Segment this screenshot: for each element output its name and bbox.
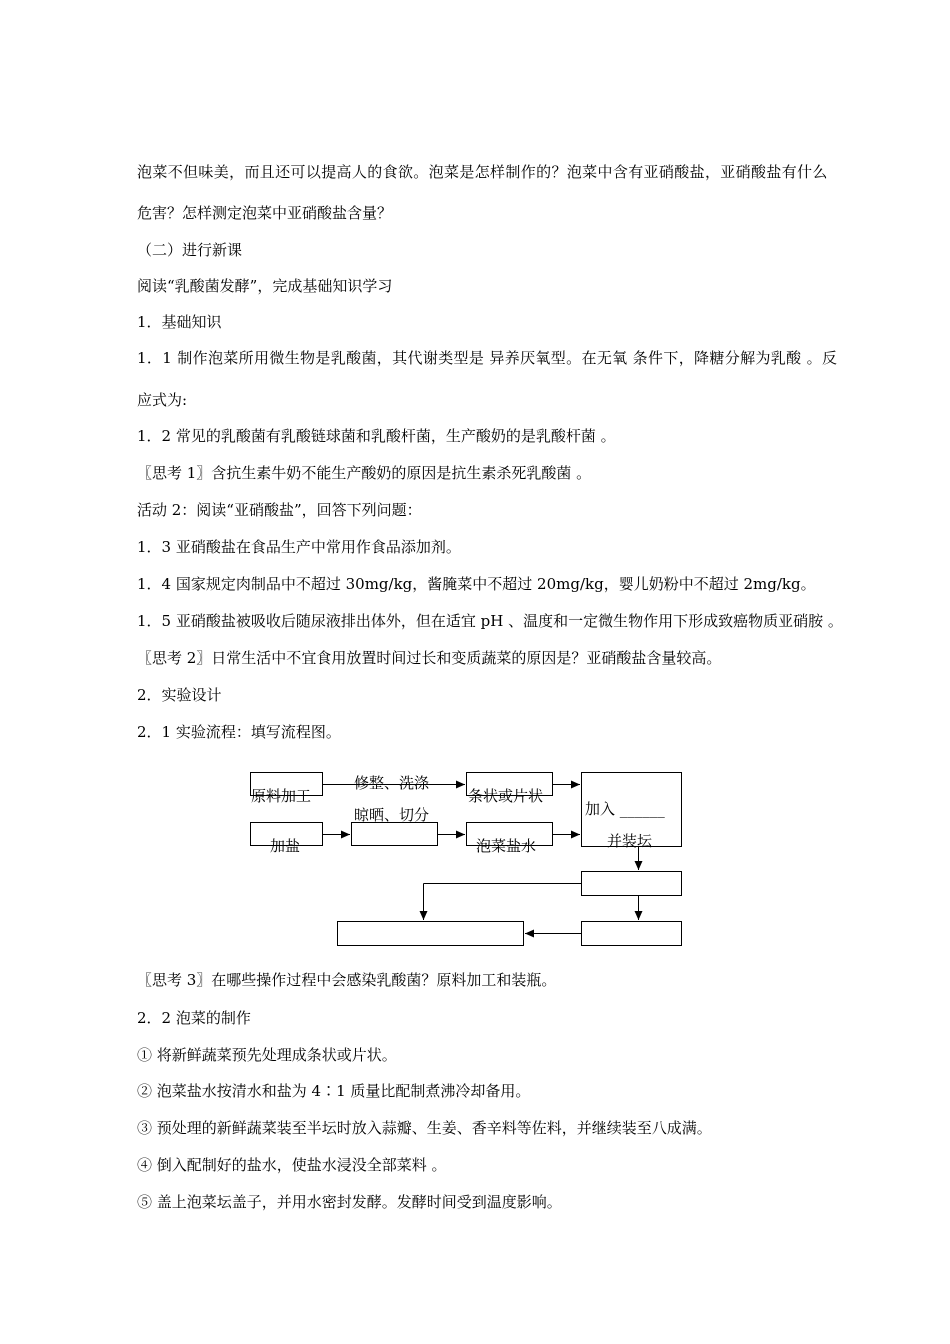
section-heading: 2．实验设计 bbox=[137, 686, 222, 704]
list-item: ③ 预处理的新鲜蔬菜装至半坛时放入蒜瓣、生姜、香辛料等佐料，并继续装至八成满。 bbox=[137, 1119, 712, 1137]
paragraph: 应式为: bbox=[137, 391, 188, 409]
paragraph: 阅读“乳酸菌发酵”，完成基础知识学习 bbox=[137, 277, 393, 295]
paragraph: 2．1 实验流程：填写流程图。 bbox=[137, 723, 341, 741]
list-item: ④ 倒入配制好的盐水，使盐水浸没全部菜料 。 bbox=[137, 1156, 447, 1174]
paragraph: 危害？怎样测定泡菜中亚硝酸盐含量？ bbox=[137, 204, 393, 222]
paragraph: 〖思考 3〗在哪些操作过程中会感染乳酸菌？原料加工和装瓶。 bbox=[137, 971, 557, 989]
label-raw-material: 原料加工 bbox=[251, 787, 312, 805]
paragraph: 〖思考 2〗日常生活中不宜食用放置时间过长和变质蔬菜的原因是？亚硝酸盐含量较高。 bbox=[137, 649, 722, 667]
label-trim-wash: 修整、洗涤 bbox=[354, 774, 430, 792]
paragraph: 〖思考 1〗含抗生素牛奶不能生产酸奶的原因是抗生素杀死乳酸菌 。 bbox=[137, 464, 592, 482]
list-item: ② 泡菜盐水按清水和盐为 4∶1 质量比配制煮沸冷却备用。 bbox=[137, 1082, 531, 1100]
label-add: 加入 ______ bbox=[585, 800, 665, 818]
box-blank-1 bbox=[352, 823, 438, 846]
section-heading: （二）进行新课 bbox=[137, 241, 243, 259]
paragraph: 1．5 亚硝酸盐被吸收后随尿液排出体外，但在适宜 pH 、温度和一定微生物作用下形成致癌物质亚硝胺 。 bbox=[137, 612, 843, 630]
section-heading: 1．基础知识 bbox=[137, 313, 222, 331]
fill-in-blank: ______ bbox=[619, 800, 665, 818]
paragraph: 泡菜不但味美，而且还可以提高人的食欲。泡菜是怎样制作的？泡菜中含有亚硝酸盐，亚硝酸盐有什么 bbox=[137, 163, 828, 181]
box-blank-4 bbox=[338, 922, 524, 946]
paragraph: 1．1 制作泡菜所用微生物是乳酸菌，其代谢类型是 异养厌氧型。在无氧 条件下，降糖分解为乳酸 。反 bbox=[137, 349, 838, 367]
label-into-jar: 并装坛 bbox=[607, 832, 653, 850]
label-brine: 泡菜盐水 bbox=[476, 837, 537, 855]
label-dry-cut: 晾晒、切分 bbox=[354, 806, 430, 824]
list-item: ⑤ 盖上泡菜坛盖子，并用水密封发酵。发酵时间受到温度影响。 bbox=[137, 1193, 562, 1211]
list-item: ① 将新鲜蔬菜预先处理成条状或片状。 bbox=[137, 1046, 397, 1064]
box-blank-2 bbox=[582, 872, 682, 896]
paragraph: 活动 2：阅读“亚硝酸盐”，回答下列问题： bbox=[137, 501, 422, 519]
box-blank-3 bbox=[582, 922, 682, 946]
label-add-salt: 加盐 bbox=[270, 837, 301, 855]
paragraph: 1．2 常见的乳酸菌有乳酸链球菌和乳酸杆菌，生产酸奶的是乳酸杆菌 。 bbox=[137, 427, 616, 445]
section-heading: 2．2 泡菜的制作 bbox=[137, 1009, 251, 1027]
label-strips: 条状或片状 bbox=[468, 787, 544, 805]
paragraph: 1．3 亚硝酸盐在食品生产中常用作食品添加剂。 bbox=[137, 538, 461, 556]
paragraph: 1．4 国家规定肉制品中不超过 30mg/kg，酱腌菜中不超过 20mg/kg，婴儿奶粉中不超过 2mg/kg。 bbox=[137, 575, 816, 593]
